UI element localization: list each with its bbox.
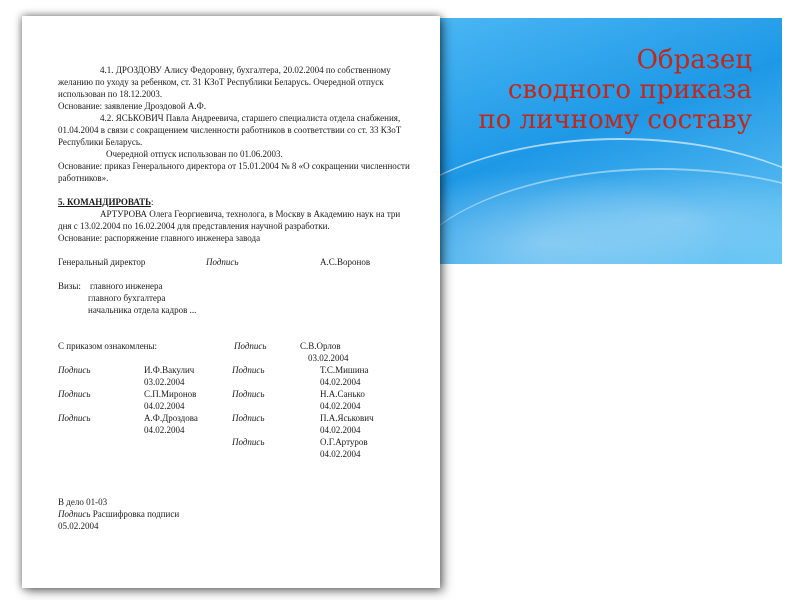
banner-streaks xyxy=(440,148,782,264)
signers-row xyxy=(58,388,413,400)
signer-date: 04.02.2004 xyxy=(144,425,185,435)
section-5-text: АРТУРОВА Олега Георгиевича, технолога, в Москву в Академию наук на три дня с 13.02.2004 по 16.02.2004 для представления научной разработки. xyxy=(58,209,401,231)
signers-row xyxy=(58,436,413,448)
signer-name: Т.С.Мишина xyxy=(320,365,369,375)
acquainted-label: С приказом ознакомлены: xyxy=(58,341,158,351)
signer-date: 04.02.2004 xyxy=(320,425,361,435)
signer-name: П.А.Яськович xyxy=(320,413,374,423)
signer-date: 04.02.2004 xyxy=(320,449,361,459)
document-page xyxy=(22,16,440,588)
signer-name: О.Г.Артуров xyxy=(320,437,368,447)
signer-date: 03.02.2004 xyxy=(308,353,349,363)
visa-item: главного бухгалтера xyxy=(88,293,166,303)
visas-row xyxy=(58,280,413,292)
slide-title-line: сводного приказа xyxy=(507,75,752,105)
signer-name: Н.А.Санько xyxy=(320,389,365,399)
section-5-heading xyxy=(58,196,413,208)
signers-row xyxy=(58,412,413,424)
signature-label: Подпись xyxy=(232,413,265,423)
visa-item: начальника отдела кадров ... xyxy=(88,305,197,315)
slide-title-line: по личному составу xyxy=(478,105,752,135)
signer-name: И.Ф.Вакулич xyxy=(144,365,195,375)
signer-name: С.В.Орлов xyxy=(300,341,341,351)
director-signature-row xyxy=(58,256,413,268)
signer-name: А.Ф.Дроздова xyxy=(144,413,198,423)
clause-4-2-vacation: Очередной отпуск использован по 01.06.2003. xyxy=(106,149,283,159)
director-title: Генеральный директор xyxy=(58,257,146,267)
signature-label: Подпись xyxy=(206,257,239,267)
clause-4-1: 4.1. ДРОЗДОВУ Алису Федоровну, бухгалтера, 20.02.2004 по собственному желанию по уходу за ребенком, ст. 31 КЗоТ Республики Беларусь. Очередной отпуск использован по 18.12.2003. xyxy=(58,65,391,99)
visa-item: главного инженера xyxy=(90,281,163,291)
signer-date: 04.02.2004 xyxy=(144,401,185,411)
signature-label: Подпись xyxy=(58,413,91,423)
clause-4-1-basis: Основание: заявление Дроздовой А.Ф. xyxy=(58,101,206,111)
slide-title-line: Образец xyxy=(636,45,752,75)
acquainted-row xyxy=(58,340,413,352)
signature-label: Подпись xyxy=(58,509,91,519)
decode-label: Расшифровка подписи xyxy=(92,509,180,519)
signer-date: 03.02.2004 xyxy=(144,377,185,387)
signature-label: Подпись xyxy=(232,389,265,399)
slide-title xyxy=(478,45,752,135)
final-date: 05.02.2004 xyxy=(58,521,99,531)
clause-4-2: 4.2. ЯСЬКОВИЧ Павла Андреевича, старшего специалиста отдела снабжения, 01.04.2004 в связи с сокращением численности работников в соответствии со ст. 33 КЗоТ Республики Беларусь. xyxy=(58,113,402,147)
signature-label: Подпись xyxy=(232,365,265,375)
file-note: В дело 01-03 xyxy=(58,497,108,507)
visas-label: Визы: xyxy=(58,281,81,291)
section-5-basis: Основание: распоряжение главного инженера завода xyxy=(58,233,261,243)
director-name: А.С.Воронов xyxy=(320,257,371,267)
signature-label: Подпись xyxy=(234,341,267,351)
signature-label: Подпись xyxy=(232,437,265,447)
signer-date: 04.02.2004 xyxy=(320,401,361,411)
signature-label: Подпись xyxy=(58,389,91,399)
section-5-colon: : xyxy=(151,197,154,207)
signer-name: С.П.Миронов xyxy=(144,389,197,399)
clause-4-2-basis: Основание: приказ Генерального директора от 15.01.2004 № 8 «О сокращении численности работников». xyxy=(58,161,410,183)
order-text xyxy=(58,64,413,532)
decode-line xyxy=(58,508,413,520)
signers-row xyxy=(58,364,413,376)
signature-label: Подпись xyxy=(58,365,91,375)
section-5-title: 5. КОМАНДИРОВАТЬ xyxy=(58,197,152,207)
signer-date: 04.02.2004 xyxy=(320,377,361,387)
